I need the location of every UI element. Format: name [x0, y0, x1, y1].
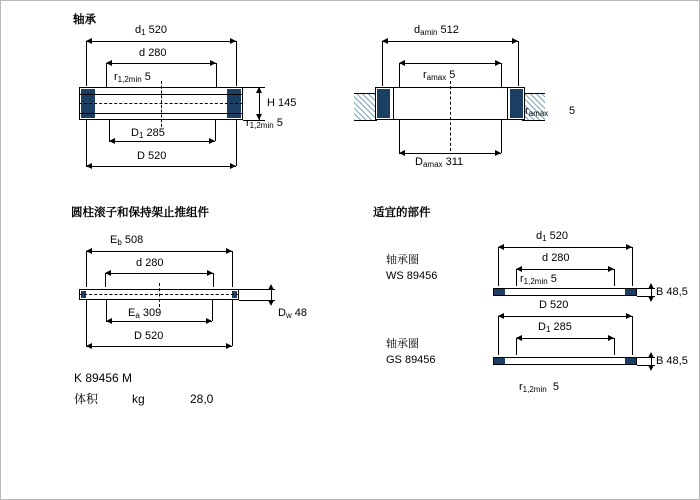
housing-shoulder-right-top: [522, 93, 545, 94]
ext-line-d-left: [106, 63, 107, 87]
ext-line-Ea-left: [106, 300, 107, 321]
mass-unit: kg: [132, 392, 145, 406]
ext-line-ws-B-bottom: [637, 296, 655, 297]
label-Dw: $D_w$ 48: [278, 307, 308, 320]
washer-top-body: [493, 288, 637, 296]
dim-line-comp-d: [105, 273, 213, 274]
ext-line-D-right: [236, 120, 237, 166]
washer-bottom-end-right: [625, 358, 636, 364]
label-damin: $d_{amin}$ 512: [414, 24, 459, 37]
label-ws-B: B 48,5: [656, 286, 688, 298]
label-D1: $D_1$ 285: [131, 127, 165, 140]
ext-line-gs-D1-right: [614, 338, 615, 355]
label-r12min-top: $r_{1,2min}$ 5: [114, 71, 151, 84]
label-gs-D: D 520: [539, 299, 569, 311]
washer-bottom-label-line2: GS 89456: [386, 354, 436, 366]
ext-line-gs-D1-left: [516, 338, 517, 355]
label-ws-d1: $d_1$ 520: [536, 230, 568, 243]
dim-line-gs-D: [498, 316, 632, 317]
dim-line-ramax: [399, 63, 501, 64]
section-title-bearing: 轴承: [73, 14, 96, 26]
label-comp-d: d 280: [136, 257, 164, 269]
ext-line-ws-B-top: [637, 288, 655, 289]
ext-line-ramax-left: [399, 63, 400, 87]
ext-line-Eb-left: [86, 251, 87, 287]
mounted-inner-line-left: [393, 87, 394, 120]
dim-line-comp-D: [86, 346, 232, 347]
label-ramax-right: $r_{amax}$: [525, 105, 549, 118]
washer-bottom-body: [493, 357, 637, 365]
label-Ea: $E_a$ 309: [128, 307, 162, 320]
label-gs-D1: $D_1$ 285: [538, 321, 572, 334]
ext-line-gs-D-left: [498, 316, 499, 355]
mounted-inner-line-right: [507, 87, 508, 120]
mass-value: 28,0: [190, 392, 214, 406]
washer-bottom-end-left: [494, 358, 505, 364]
label-r12min-bottom: $r_{1,2min}$ 5: [246, 117, 283, 130]
ext-line-H-top: [243, 87, 265, 88]
housing-shoulder-left-top: [354, 93, 377, 94]
dim-line-gs-B: [651, 357, 652, 365]
ext-line-comp-D-left: [86, 300, 87, 346]
label-ramax-top: $r_{amax}$ 5: [423, 69, 456, 82]
ext-line-d1-left: [86, 41, 87, 86]
ext-line-ws-d-right: [614, 269, 615, 286]
ext-line-D1-right: [215, 120, 216, 141]
ext-line-damin-right: [518, 41, 519, 86]
label-ws-r12min: $r_{1,2min}$ 5: [520, 273, 557, 286]
section-title-components: 圆柱滚子和保持架止推组件: [71, 207, 209, 219]
ext-line-Eb-right: [232, 251, 233, 287]
dim-line-d1: [86, 41, 236, 42]
label-ramax-right-value: 5: [569, 105, 576, 117]
ext-line-Damax-left: [399, 120, 400, 153]
washer-top-end-right: [625, 289, 636, 295]
cage-centerline-v: [159, 283, 160, 307]
dim-line-D: [86, 166, 236, 167]
label-comp-D: D 520: [134, 330, 164, 342]
ext-line-D-left: [86, 120, 87, 166]
mounted-roller-right: [510, 89, 523, 118]
washer-top-label-line1: 轴承圈: [386, 254, 419, 266]
ext-line-ws-d1-right: [632, 247, 633, 286]
dim-line-gs-D1: [516, 338, 614, 339]
mass-label: 体积: [74, 392, 99, 406]
label-gs-r12min: $r_{1,2min}$ 5: [519, 381, 559, 394]
label-H: H 145: [267, 97, 297, 109]
ext-line-Dw-bottom: [239, 300, 275, 301]
label-d1: $d_1$ 520: [135, 24, 167, 37]
label-Eb: $E_b$ 508: [110, 234, 144, 247]
ext-line-ramax-right: [501, 63, 502, 87]
label-D: D 520: [137, 150, 167, 162]
label-d: d 280: [139, 47, 167, 59]
ext-line-D1-left: [109, 120, 110, 141]
ext-line-damin-left: [382, 41, 383, 86]
dim-line-Eb: [86, 251, 232, 252]
mounted-centerline-v: [450, 81, 451, 151]
ext-line-gs-B-bottom: [637, 365, 655, 366]
ext-line-ws-d1-left: [498, 247, 499, 286]
dim-line-ws-d1: [498, 247, 632, 248]
dim-line-damin: [382, 41, 518, 42]
washer-top-end-left: [494, 289, 505, 295]
housing-shoulder-left-bot: [354, 120, 377, 121]
washer-bottom-label-line1: 轴承圈: [386, 338, 419, 350]
dim-line-d: [106, 63, 216, 64]
bearing-centerline-v: [161, 81, 162, 127]
ext-line-d-right: [216, 63, 217, 87]
ext-line-d1-right: [236, 41, 237, 86]
ext-line-ws-d-left: [516, 269, 517, 286]
ext-line-comp-D-right: [232, 300, 233, 346]
ext-line-gs-B-top: [637, 357, 655, 358]
dim-line-ws-d: [516, 269, 614, 270]
label-gs-B: B 48,5: [656, 355, 688, 367]
designation-text: K 89456 M: [74, 371, 133, 385]
dim-line-ws-B: [651, 288, 652, 296]
ext-line-Ea-right: [212, 300, 213, 321]
housing-shoulder-left: [354, 93, 377, 120]
ext-line-Dw-top: [239, 289, 275, 290]
label-ws-d: d 280: [542, 252, 570, 264]
housing-shoulder-right-bot: [522, 120, 545, 121]
ext-line-comp-d-right: [213, 273, 214, 287]
mounted-roller-left: [377, 89, 390, 118]
ext-line-gs-D-right: [632, 316, 633, 355]
dim-line-Dw: [271, 289, 272, 300]
washer-top-label-line2: WS 89456: [386, 270, 438, 282]
label-Damax: $D_{amax}$ 311: [415, 156, 464, 169]
section-title-suitable: 适宜的部件: [373, 207, 431, 219]
ext-line-comp-d-left: [105, 273, 106, 287]
ext-line-Damax-right: [501, 120, 502, 153]
dim-line-Damax: [399, 153, 501, 154]
